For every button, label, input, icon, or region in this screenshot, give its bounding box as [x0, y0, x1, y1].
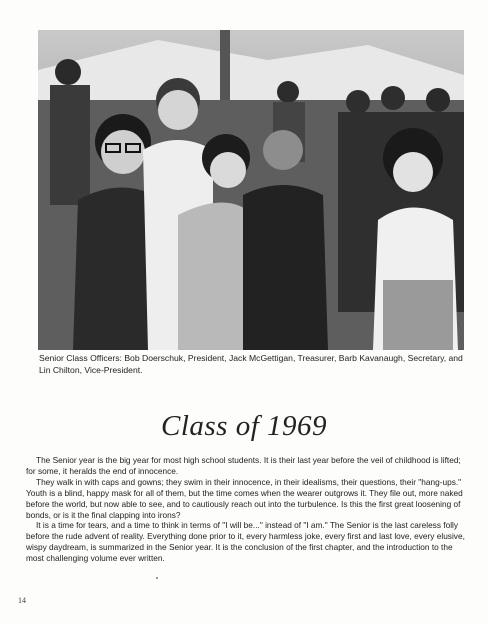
ink-speck [156, 577, 158, 579]
paragraph: It is a time for tears, and a time to think in terms of "I will be..." instead of "I am." The Senior is the last careless folly before the rude advent of reality. Everything done prior to it, every harmless joke, every first and last love, every elusive, wispy daydream, is summarized in the Senior year. It is the conclusion of the first chapter, and the introduction to the most challenging volume ever written. [26, 520, 465, 564]
page-title: Class of 1969 [160, 410, 328, 442]
photo-caption: Senior Class Officers: Bob Doerschuk, President, Jack McGettigan, Treasurer, Barb Kavanaugh, Secretary, and Lin Chilton, Vice-President. [39, 353, 463, 375]
class-officers-photo [38, 30, 464, 350]
paragraph: The Senior year is the big year for most high school students. It is their last year before the veil of childhood is lifted; for some, it heralds the end of innocence. [26, 455, 461, 476]
paragraph: They walk in with caps and gowns; they swim in their innocence, in their idealisms, their questions, their "hang-ups." Youth is a blind, happy mask for all of them, but the time comes when the wearer outgrows it. They file out, more naked before the world, but now able to see, and to cautiously reach out into the turbulence. Is this the first great loosening of bonds, or is it the final clapping into irons? [26, 476, 463, 520]
body-text [26, 455, 468, 564]
page-number: 14 [18, 596, 26, 605]
